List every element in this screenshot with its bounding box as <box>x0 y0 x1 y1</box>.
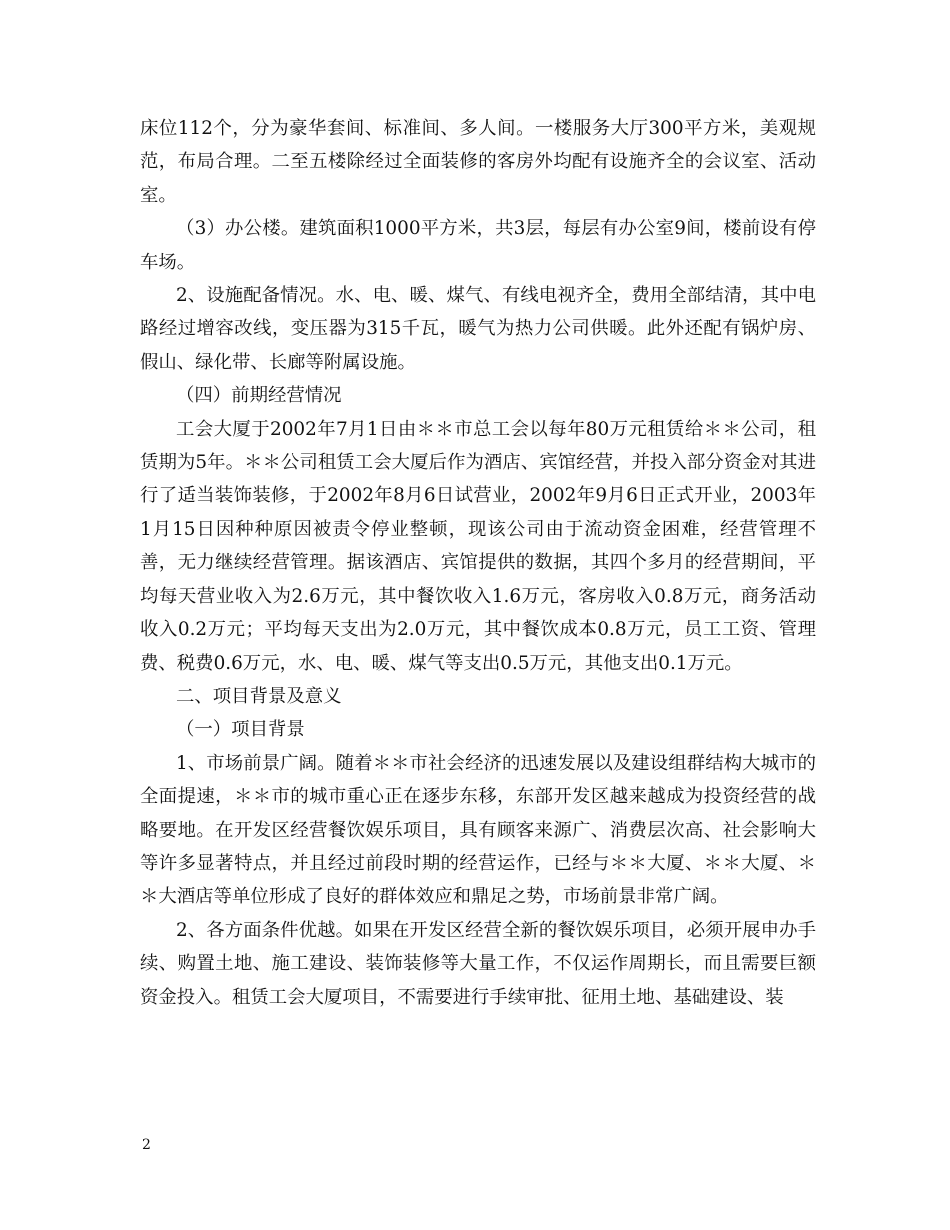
paragraph-facilities: 2、设施配备情况。水、电、暖、煤气、有线电视齐全，费用全部结清，其中电路经过增容改线，变压器为315千瓦，暖气为热力公司供暖。此外还配有锅炉房、假山、绿化带、长廊等附属设施。 <box>140 285 816 373</box>
section-heading-project-background: 二、项目背景及意义 <box>176 685 342 707</box>
page-number: 2 <box>142 1137 151 1153</box>
paragraph-market-prospects: 1、市场前景广阔。随着＊＊市社会经济的迅速发展以及建设组群结构大城市的全面提速，＊＊市的城市重心正在逐步东移，东部开发区越来越成为投资经营的战略要地。在开发区经营餐饮娱乐项目，具有顾客来源广、消费层次高、社会影响大等许多显著特点，并且经过前段时期的经营运作，已经与＊＊大厦、＊＊大厦、＊＊大酒店等单位形成了良好的群体效应和鼎足之势，市场前景非常广阔。 <box>140 752 816 908</box>
document-body <box>140 112 816 1014</box>
paragraph-previous-operation: 工会大厦于2002年7月1日由＊＊市总工会以每年80万元租赁给＊＊公司，租赁期为5年。＊＊公司租赁工会大厦后作为酒店、宾馆经营，并投入部分资金对其进行了适当装饰装修，于2002年8月6日试营业，2002年9月6日正式开业，2003年1月15日因种种原因被责令停业整顿，现该公司由于流动资金困难，经营管理不善，无力继续经营管理。据该酒店、宾馆提供的数据，其四个多月的经营期间，平均每天营业收入为2.6万元，其中餐饮收入1.6万元，客房收入0.8万元，商务活动收入0.2万元；平均每天支出为2.0万元，其中餐饮成本0.8万元，员工工资、管理费、税费0.6万元，水、电、暖、煤气等支出0.5万元，其他支出0.1万元。 <box>140 418 816 674</box>
subsection-heading-background: （一）项目背景 <box>176 719 305 741</box>
paragraph-office-building: （3）办公楼。建筑面积1000平方米，共3层，每层有办公室9间，楼前设有停车场。 <box>140 218 816 273</box>
section-heading-previous-operation: （四）前期经营情况 <box>176 385 342 407</box>
paragraph-conditions: 2、各方面条件优越。如果在开发区经营全新的餐饮娱乐项目，必须开展申办手续、购置土地、施工建设、装饰装修等大量工作，不仅运作周期长，而且需要巨额资金投入。租赁工会大厦项目，不需要进行手续审批、征用土地、基础建设、装 <box>140 919 816 1008</box>
paragraph-guest-rooms: 床位112个，分为豪华套间、标准间、多人间。一楼服务大厅300平方米，美观规范，布局合理。二至五楼除经过全面装修的客房外均配有设施齐全的会议室、活动室。 <box>140 118 816 206</box>
